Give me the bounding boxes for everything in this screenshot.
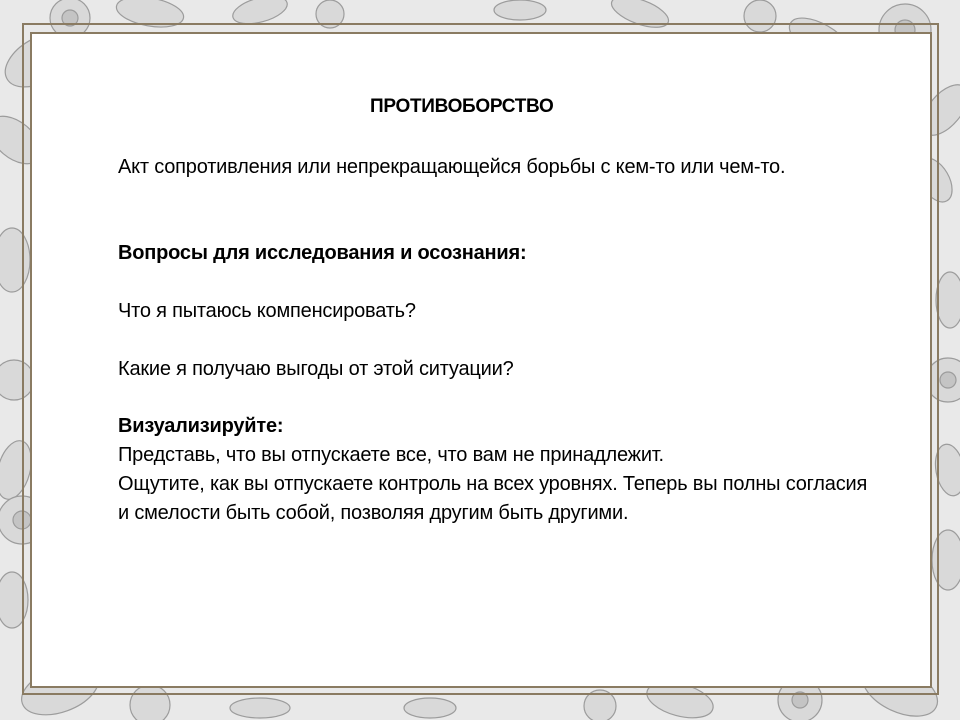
slide-title: ПРОТИВОБОРСТВО (370, 96, 554, 117)
question-1: Что я пытаюсь компенсировать? (118, 300, 416, 322)
visualize-line-1: Представь, что вы отпускаете все, что вам не принадлежит. (118, 444, 664, 466)
questions-heading: Вопросы для исследования и осознания: (118, 242, 527, 264)
visualize-line-2: Ощутите, как вы отпускаете контроль на всех уровнях. Теперь вы полны согласия и смелости быть собой, позволяя другим быть другими. (118, 473, 868, 524)
definition-text: Акт сопротивления или непрекращающейся борьбы с кем-то или чем-то. (118, 156, 786, 178)
question-2: Какие я получаю выгоды от этой ситуации? (118, 358, 514, 380)
visualize-heading: Визуализируйте: (118, 415, 284, 437)
